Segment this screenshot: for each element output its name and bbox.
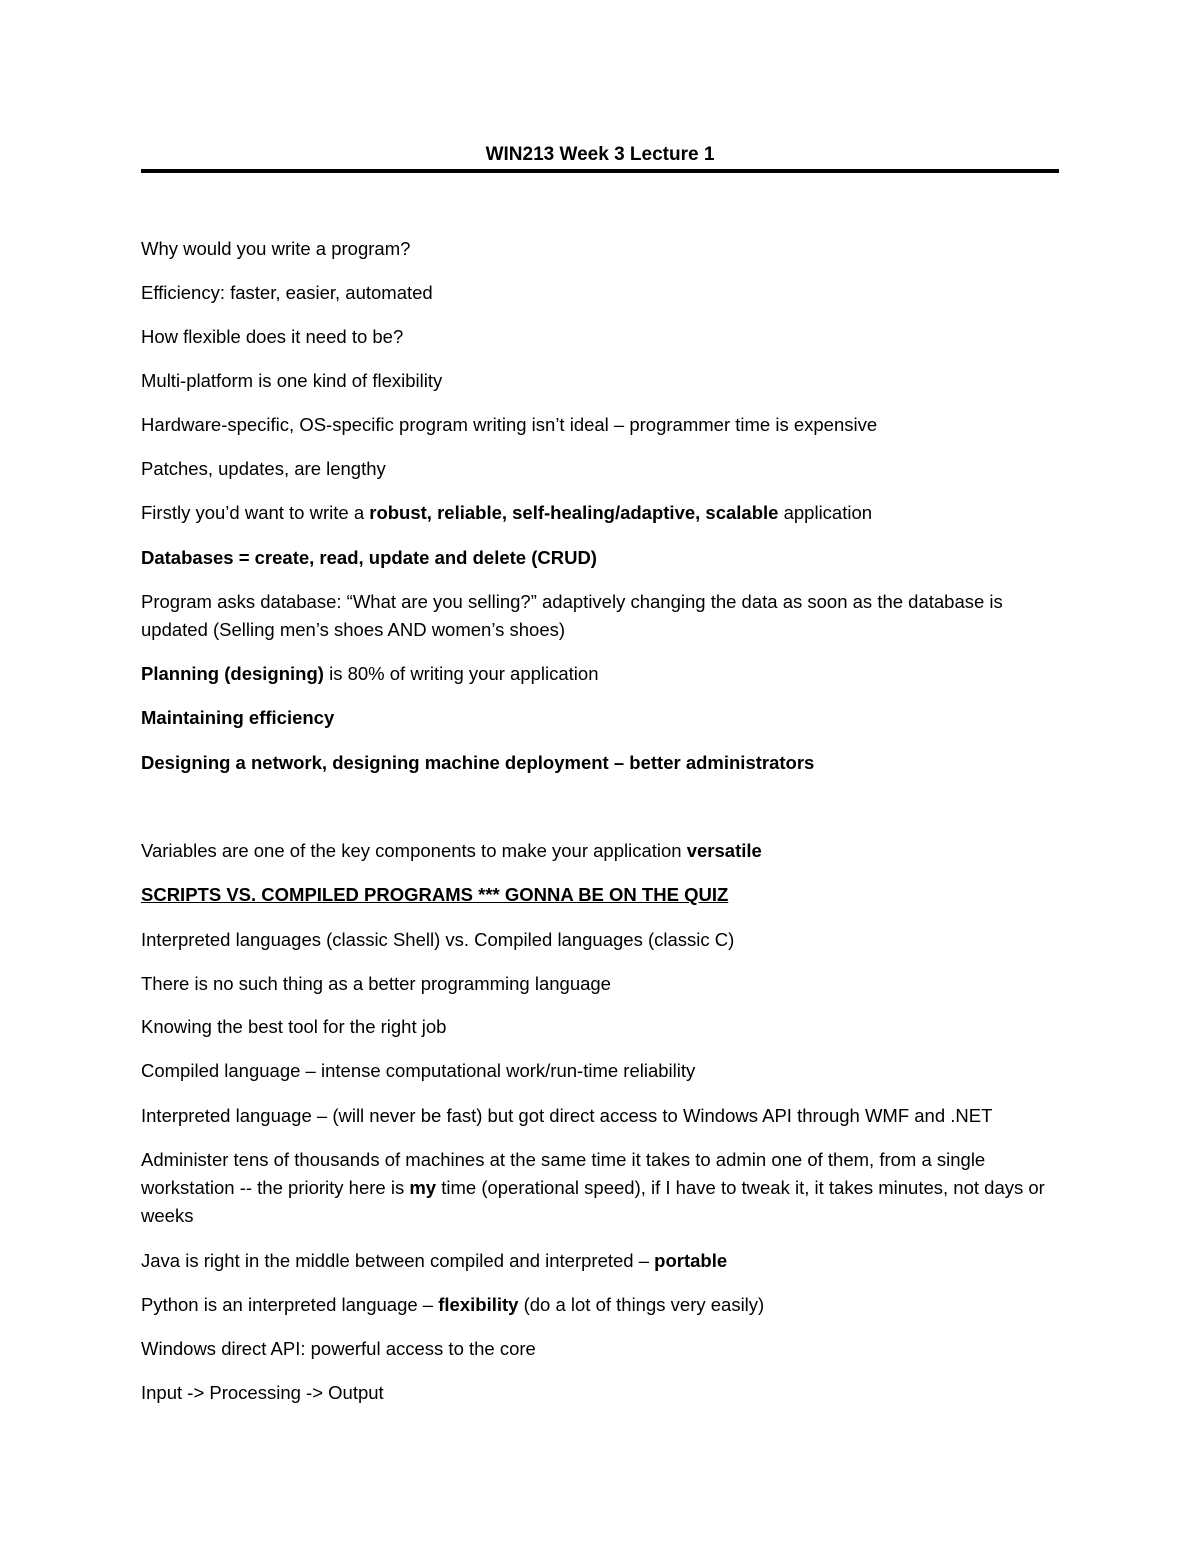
text-run: Java is right in the middle between compiled and interpreted –	[141, 1250, 655, 1271]
bold-text: my	[409, 1177, 437, 1198]
bold-text: Planning (designing)	[141, 663, 324, 684]
text-run: time (operational speed), if I have to tweak it, it takes minutes, not days or weeks	[141, 1177, 1045, 1226]
paragraph	[141, 837, 1059, 865]
text-run: is 80% of writing your application	[323, 663, 599, 684]
text-run: (do a lot of things very easily)	[518, 1294, 765, 1315]
paragraph: Windows direct API: powerful access to the core	[141, 1338, 536, 1359]
bold-paragraph: Designing a network, designing machine deployment – better administrators	[141, 752, 815, 773]
paragraph: Hardware-specific, OS-specific program writing isn’t ideal – programmer time is expensive	[141, 414, 878, 435]
section-heading: SCRIPTS VS. COMPILED PROGRAMS *** GONNA BE ON THE QUIZ	[141, 884, 729, 905]
paragraph: How flexible does it need to be?	[141, 326, 404, 347]
paragraph: Program asks database: “What are you selling?” adaptively changing the data as soon as the database is updated (Selling men’s shoes AND women’s shoes)	[141, 591, 1003, 640]
paragraph: Patches, updates, are lengthy	[141, 458, 386, 479]
title-rule	[141, 169, 1059, 173]
bold-paragraph: Maintaining efficiency	[141, 707, 335, 728]
paragraph: Efficiency: faster, easier, automated	[141, 282, 433, 303]
bold-text: robust, reliable, self-healing/adaptive, scalable	[369, 502, 779, 523]
bold-text: portable	[654, 1250, 728, 1271]
bold-text: flexibility	[438, 1294, 519, 1315]
paragraph	[141, 499, 1059, 527]
text-run: Firstly you’d want to write a	[141, 502, 370, 523]
text-run: Python is an interpreted language –	[141, 1294, 439, 1315]
paragraph: Compiled language – intense computational work/run-time reliability	[141, 1060, 696, 1081]
paragraph	[141, 1291, 1059, 1319]
paragraph: Interpreted languages (classic Shell) vs. Compiled languages (classic C)	[141, 929, 735, 950]
paragraph: Input -> Processing -> Output	[141, 1382, 384, 1403]
paragraph	[141, 1247, 1059, 1275]
bold-paragraph: Databases = create, read, update and delete (CRUD)	[141, 547, 597, 568]
paragraph: Interpreted language – (will never be fast) but got direct access to Windows API through WMF and .NET	[141, 1105, 993, 1126]
document-title: WIN213 Week 3 Lecture 1	[485, 144, 715, 165]
paragraph	[141, 1146, 1059, 1230]
text-run: application	[778, 502, 873, 523]
text-run: Administer tens of thousands of machines at the same time it takes to admin one of them, from a single workstation -- the priority here is	[141, 1149, 986, 1198]
paragraph: Why would you write a program?	[141, 238, 411, 259]
paragraph: Multi-platform is one kind of flexibility	[141, 370, 443, 391]
paragraph: There is no such thing as a better programming language	[141, 973, 611, 994]
bold-text: versatile	[686, 840, 762, 861]
paragraph	[141, 660, 1059, 688]
text-run: Variables are one of the key components to make your application	[141, 840, 687, 861]
paragraph: Knowing the best tool for the right job	[141, 1016, 447, 1037]
